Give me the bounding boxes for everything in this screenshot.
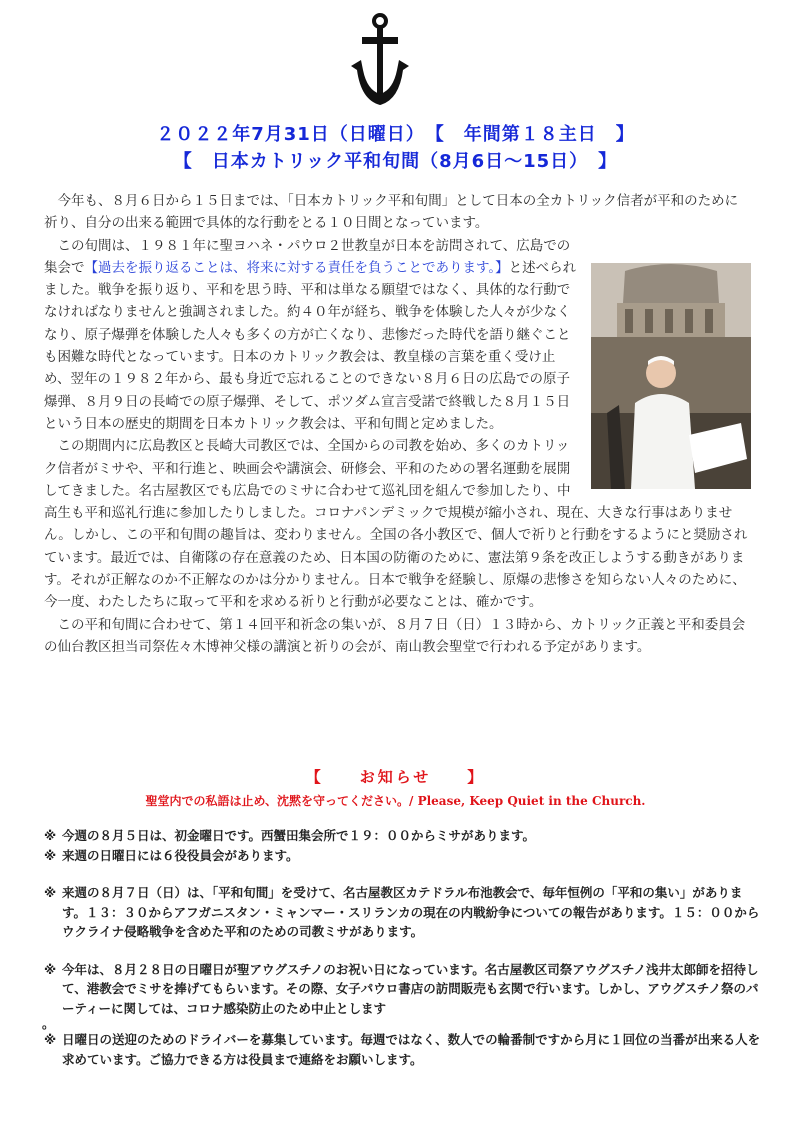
notice-item bbox=[44, 826, 762, 846]
notice-text: 来週の８月７日（日）は、「平和旬間」を受けて、名古屋教区カテドラル布池教会で、毎年恒例の「平和の集い」があります。１３：３０からアフガニスタン・ミャンマー・スリランカの現在の内戦紛争についての報告があります。１５：００からウクライナ侵略戦争を含めた平和のための司教ミサがあります。 bbox=[62, 885, 760, 939]
anchor-icon bbox=[349, 12, 411, 106]
note-mark: ※ bbox=[44, 1032, 57, 1047]
notice-text: 来週の日曜日には６役役員会があります。 bbox=[62, 847, 299, 863]
notice-text: 日曜日の送迎のためのドライバーを募集しています。毎週ではなく、数人での輪番制ですから月に１回位の当番が出来る人を求めています。ご協力できる方は役員まで連絡をお願いします。 bbox=[62, 1032, 761, 1067]
notice-item bbox=[44, 883, 762, 942]
article-body bbox=[44, 190, 751, 658]
paragraph-2-intro: この旬間は、１９８１年に聖ヨハネ・パウロ２世教皇が日本を訪問されて、広島での集会で bbox=[44, 237, 571, 276]
pope-photo bbox=[591, 263, 751, 489]
paragraph-1: 今年も、８月６日から１５日までは、「日本カトリック平和旬間」として日本の全カトリック信者が平和のために祈り、自分の出来る範囲で具体的な行動をとる１０日間となっています。 bbox=[44, 193, 739, 232]
note-mark: ※ bbox=[44, 885, 57, 900]
notice-text: 今年は、８月２８日の日曜日が聖アウグスチノのお祝い日になっています。名古屋教区司祭アウグスチノ浅井太郎師を招待して、港教会でミサを捧げてもらいます。その際、女子パウロ書店の訪問販売も玄関で行います。しかし、アウグスチノ祭のパーティーに関しては、コロナ感染防止のため中止とします bbox=[62, 961, 759, 1016]
paragraph-2-rest: と述べられました。戦争を振り返り、平和を思う時、平和は単なる願望ではなく、具体的な行動でなければなりませんと強調されました。約４０年が経ち、戦争を体験した人々が少なくなり、原子爆弾を体験した人々も多くの方が亡くなり、悲惨だった時代を語り継ぐことも困難な時代となっています。日本のカトリック教会は、教皇様の言葉を重く受け止め、翌年の１９８２年から、最も身近で忘れることのできない８月６日の広島での原子爆弾、８月９日の長崎での原子爆弾、そして、ポツダム宣言受諾で終戦した８月１５日という日本の歴史的期間を日本カトリック教会は、平和旬間と定めました。 bbox=[44, 259, 577, 432]
notice-item bbox=[44, 846, 762, 866]
notice-item bbox=[44, 960, 762, 1019]
paragraph-3: この期間内に広島教区と長崎大司教区では、全国からの司教を始め、多くのカトリック信者がミサや、平和行進と、映画会や講演会、研修会、平和のための署名運動を展開してきました。名古屋教区でも広島でのミサに合わせて巡礼団を組んで参加したり、中高生も平和巡礼行進に参加したりしました。コロナパンデミックで規模が縮小され、現在、大きな行事はありません。しかし、この平和旬間の趣旨は、変わりません。全国の各小教区で、個人で祈りと行動をするようにと奨励されています。最近では、自衛隊の存在意義のため、日本国の防衛のために、憲法第９条を改正しようする動きがあります。それが正解なのか不正解なのかは分かりません。日本で戦争を経験し、原爆の悲惨さを知らない人々のために、今一度、わたしたちに取って平和を求める祈りと行動が必要なことは、確かです。 bbox=[44, 438, 748, 611]
note-mark: ※ bbox=[44, 961, 57, 977]
note-mark: ※ bbox=[44, 828, 57, 843]
notice-heading: 【 お知らせ 】 bbox=[305, 768, 486, 786]
paragraph-4: この平和旬間に合わせて、第１４回平和祈念の集いが、８月７日（日）１３時から、カトリック正義と平和委員会の仙台教区担当司祭佐々木博神父様の講演と祈りの会が、南山教会聖堂で行われる予定があります。 bbox=[44, 616, 746, 655]
peace-period-title: 【 日本カトリック平和旬間（8月6日〜15日） 】 bbox=[173, 151, 618, 172]
quiet-request: 聖堂内での私語は止め、沈黙を守ってください。/ Please, Keep Quiet in the Church. bbox=[145, 794, 646, 808]
stray-period: 。 bbox=[42, 1016, 55, 1031]
notice-text: 今週の８月５日は、初金曜日です。西蟹田集会所で１９：００からミサがあります。 bbox=[62, 828, 536, 843]
pope-quote: 【過去を振り返ることは、将来に対する責任を負うことであります。】 bbox=[84, 259, 509, 276]
note-mark: ※ bbox=[44, 847, 57, 863]
notice-item bbox=[44, 1030, 762, 1069]
pope-illustration bbox=[591, 263, 751, 489]
notice-list bbox=[44, 826, 762, 1069]
date-title: ２０２２年7月31日（日曜日） 【 年間第１８主日 】 bbox=[156, 124, 635, 145]
